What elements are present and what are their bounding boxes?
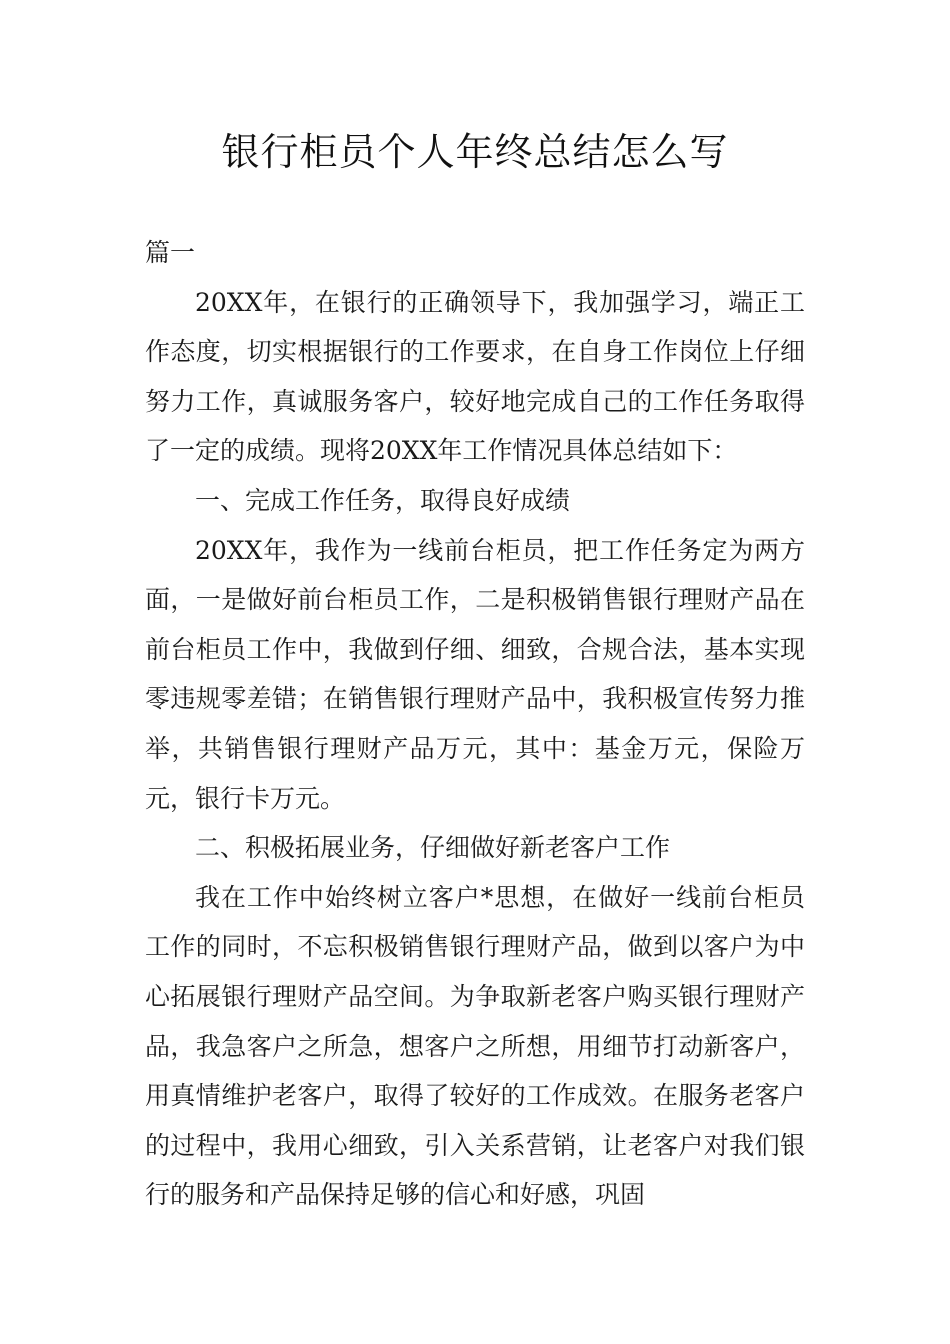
section-label: 篇一 — [145, 238, 196, 267]
paragraph-two: 我在工作中始终树立客户*思想，在做好一线前台柜员工作的同时，不忘积极销售银行理财产品，做到以客户为中心拓展银行理财产品空间。为争取新老客户购买银行理财产品，我急客户之所急，想客户之所想，用细节打动新客户，用真情维护老客户，取得了较好的工作成效。在服务老客户的过程中，我用心细致，引入关系营销，让老客户对我们银行的服务和产品保持足够的信心和好感，巩固 — [145, 882, 805, 1210]
paragraph-intro: 20XX年，在银行的正确领导下，我加强学习，端正工作态度，切实根据银行的工作要求，在自身工作岗位上仔细努力工作，真诚服务客户，较好地完成自己的工作任务取得了一定的成绩。现将20XX年工作情况具体总结如下： — [145, 287, 805, 466]
heading-one: 一、完成工作任务，取得良好成绩 — [195, 485, 571, 515]
document-body — [145, 228, 805, 1220]
paragraph-one: 20XX年，我作为一线前台柜员，把工作任务定为两方面，一是做好前台柜员工作，二是积极销售银行理财产品在前台柜员工作中，我做到仔细、细致，合规合法，基本实现零违规零差错；在销售银行理财产品中，我积极宣传努力推举，共销售银行理财产品万元，其中：基金万元，保险万元，银行卡万元。 — [145, 535, 805, 813]
heading-two: 二、积极拓展业务，仔细做好新老客户工作 — [195, 833, 671, 863]
document-title: 银行柜员个人年终总结怎么写 — [221, 130, 729, 174]
